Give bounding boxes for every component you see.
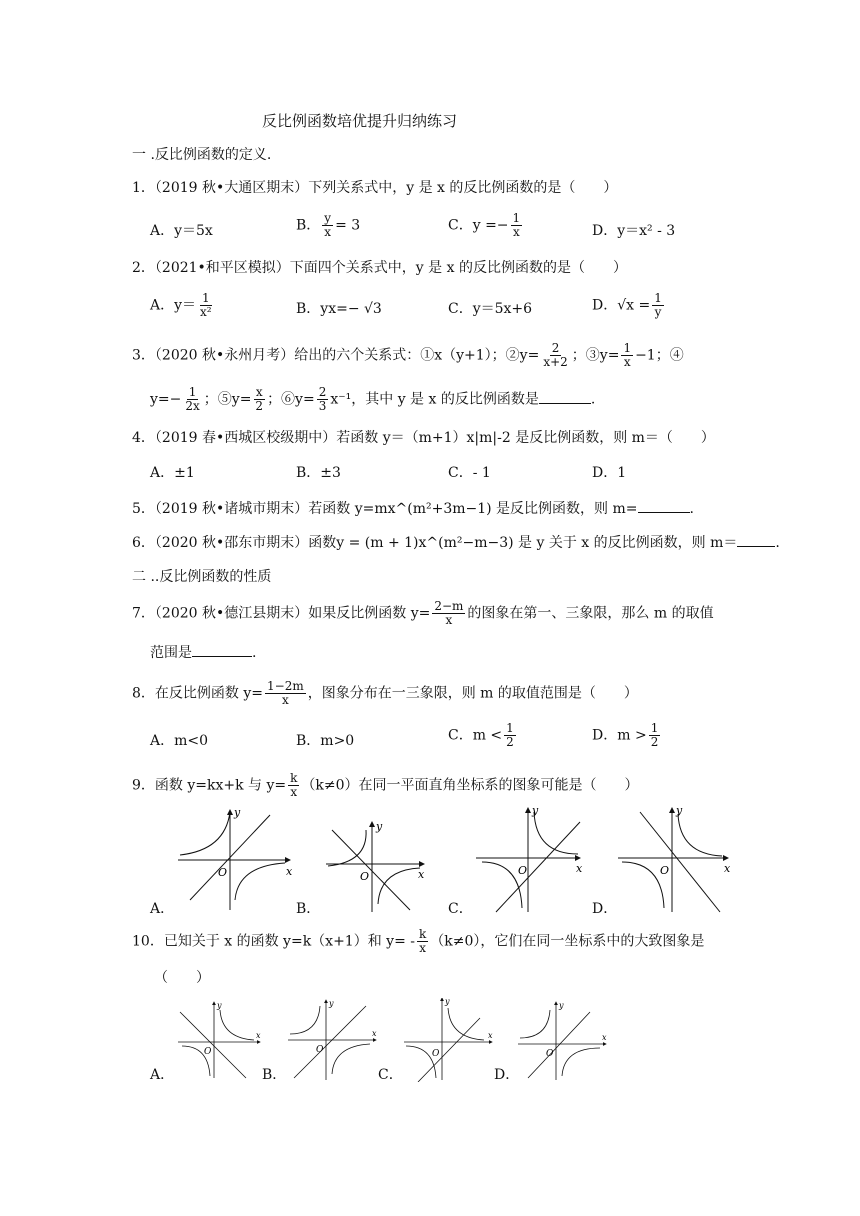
q8-option-d: D．m > $\frac{1}{2}$ <box>592 721 659 749</box>
q2-option-b: B．yx=− √3 <box>296 301 382 317</box>
answer-blank[interactable] <box>539 389 591 404</box>
svg-text:x: x <box>724 862 731 875</box>
q1-option-d: D．y＝x² - 3 <box>592 223 676 239</box>
q9-label-c: C． <box>448 901 473 917</box>
q9-label-b: B． <box>296 901 321 917</box>
question-6-stem: 6．（2020 秋•邵东市期末）函数y = (m + 1)x^(m²−m−3) 是 y 关于 x 的反比例函数，则 m＝ . <box>132 532 780 553</box>
q9-graph-b <box>326 820 425 912</box>
svg-text:O: O <box>218 866 228 879</box>
section-heading-definition: 一 .反比例函数的定义. <box>132 147 272 163</box>
svg-text:y: y <box>559 1001 564 1010</box>
svg-text:O: O <box>204 1047 212 1057</box>
q8-option-c: C．m < $\frac{1}{2}$ <box>448 721 514 749</box>
q10-graph-a <box>178 1001 261 1078</box>
q9-graphs <box>140 800 740 918</box>
q10-label-d: D． <box>494 1067 520 1083</box>
q9-graph-d <box>618 804 731 912</box>
question-7-line-1: 7．（2020 秋•德江县期末）如果反比例函数 y= $\frac{2-m}{x}$ 的图象在第一、三象限，那么 m 的取值 <box>132 599 714 627</box>
svg-text:x: x <box>256 1031 261 1040</box>
q4-option-c: C．- 1 <box>448 465 491 481</box>
svg-text:y: y <box>676 804 683 817</box>
q8-option-a: A．m<0 <box>150 733 209 749</box>
answer-blank[interactable] <box>638 498 690 513</box>
q8-option-b: B．m>0 <box>296 733 355 749</box>
q10-label-b: B． <box>262 1067 287 1083</box>
svg-text:O: O <box>316 1045 324 1055</box>
q10-label-a: A． <box>150 1067 175 1083</box>
svg-text:x: x <box>286 865 293 878</box>
answer-blank[interactable] <box>737 532 775 547</box>
q9-label-d: D． <box>592 901 618 917</box>
question-3-line-1: 3．（2020 秋•永州月考）给出的六个关系式：①x（y+1）；②y= $\frac{2}{x+2}$ ；③y= $\frac{1}{x}$ −1；④ <box>132 341 684 369</box>
svg-text:x: x <box>418 868 425 881</box>
q4-option-d: D．1 <box>592 465 627 481</box>
svg-text:O: O <box>660 864 670 877</box>
q9-label-a: A． <box>150 901 175 917</box>
question-2-stem: 2．（2021•和平区模拟）下面四个关系式中，y 是 x 的反比例函数的是（ ） <box>132 260 627 276</box>
section-heading-properties: 二 ..反比例函数的性质 <box>132 569 272 585</box>
svg-text:y: y <box>532 804 539 817</box>
answer-blank[interactable] <box>192 642 252 657</box>
svg-text:O: O <box>360 870 370 883</box>
svg-text:y: y <box>445 998 450 1006</box>
svg-text:y: y <box>376 820 383 833</box>
question-5-stem: 5．（2019 秋•诸城市期末）若函数 y=mx^(m²+3m−1) 是反比例函数，则 m= . <box>132 498 694 519</box>
question-1-stem: 1．（2019 秋•大通区期末）下列关系式中，y 是 x 的反比例函数的是（ ） <box>132 180 618 196</box>
svg-text:x: x <box>372 1029 377 1038</box>
svg-text:y: y <box>217 1001 222 1010</box>
q2-option-c: C．y＝5x+6 <box>448 301 533 317</box>
q10-label-c: C． <box>378 1067 403 1083</box>
svg-text:x: x <box>602 1033 607 1042</box>
question-10-stem: 10．已知关于 x 的函数 y=k（x+1）和 y= - $\frac{k}{x}$ （k≠0），它们在同一坐标系中的大致图象是 <box>132 927 705 955</box>
q10-graph-c <box>404 998 493 1082</box>
svg-text:y: y <box>329 999 334 1008</box>
question-10-paren: （ ） <box>154 970 210 986</box>
page-title: 反比例函数培优提升归纳练习 <box>262 112 458 130</box>
q10-graph-d <box>518 1001 607 1080</box>
q1-option-a: A．y＝5x <box>150 223 213 239</box>
question-4-stem: 4．（2019 春•西城区校级期中）若函数 y＝（m+1）x|m|-2 是反比例函数，则 m＝（ ） <box>132 430 715 446</box>
question-8-stem: 8．在反比例函数 y= $\frac{1-2m}{x}$ ，图象分布在一三象限，则 m 的取值范围是（ ） <box>132 679 638 707</box>
svg-text:O: O <box>546 1049 554 1059</box>
svg-text:x: x <box>576 862 583 875</box>
svg-text:y: y <box>234 806 241 819</box>
q10-graph-b <box>288 999 377 1080</box>
q1-option-b: B． $\frac{y}{x}$ = 3 <box>296 211 361 239</box>
svg-text:x: x <box>488 1031 493 1040</box>
svg-text:O: O <box>518 864 528 877</box>
q9-graph-a <box>178 806 293 910</box>
question-7-line-2: 范围是 . <box>150 642 256 663</box>
svg-text:O: O <box>432 1049 440 1059</box>
q1-option-c: C．y =− $\frac{1}{x}$ <box>448 211 521 239</box>
q4-option-b: B．±3 <box>296 465 341 481</box>
question-9-stem: 9．函数 y=kx+k 与 y= $\frac{k}{x}$ （k≠0）在同一平面直角坐标系的图象可能是（ ） <box>132 771 639 799</box>
q2-option-a: A．y＝ $\frac{1}{\text{x²}}$ <box>150 291 212 319</box>
question-3-line-2: y=− $\frac{1}{2x}$ ；⑤y= $\frac{x}{2}$ ；⑥y= $\frac{2}{3}$ x⁻¹，其中 y 是 x 的反比例函数是 . <box>150 385 596 413</box>
q9-graph-c <box>476 804 583 912</box>
q2-option-d: D．√x = $\frac{1}{y}$ <box>592 291 662 319</box>
q4-option-a: A．±1 <box>150 465 195 481</box>
